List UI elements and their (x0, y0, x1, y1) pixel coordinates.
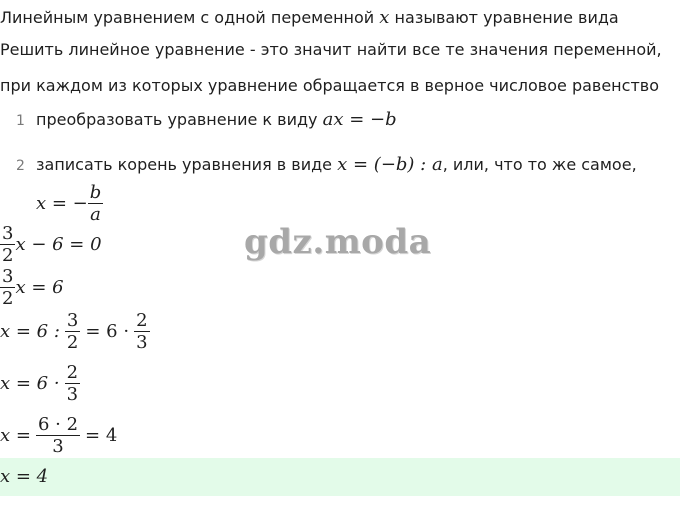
solution-line-3-mid: = 6 · (85, 321, 130, 342)
definition-line (0, 8, 619, 28)
solve-definition-line-1: Решить линейное уравнение - это значит найти все те значения переменной, (0, 40, 662, 59)
fraction-numerator: 3 (2, 223, 14, 244)
fraction-denominator: 3 (66, 384, 79, 405)
fraction-3-over-2 (0, 223, 15, 266)
solution-line-3-left: x = 6 : (0, 321, 60, 342)
fraction-numerator: 2 (66, 362, 79, 383)
fraction-numerator: 3 (66, 310, 79, 331)
step-2-formula: x = (−b) : a (337, 154, 443, 175)
solve-definition-line-2: при каждом из которых уравнение обращается в верное числовое равенство (0, 76, 659, 95)
solution-line-1 (0, 223, 102, 266)
step-1 (36, 110, 397, 130)
fraction-3-over-2 (65, 310, 80, 353)
solution-line-5 (0, 414, 117, 457)
definition-variable: x (379, 7, 390, 28)
solution-line-4-left: x = 6 · (0, 373, 60, 394)
step-2-tail: , или, что то же самое, (442, 155, 637, 174)
solution-line-2 (0, 266, 64, 309)
step-1-text: преобразовать уравнение к виду (36, 110, 318, 129)
fraction-3-over-2 (0, 266, 15, 309)
fraction-denominator: 2 (66, 332, 79, 353)
step-2-text: записать корень уравнения в виде (36, 155, 333, 174)
solution-line-5-right: = 4 (85, 425, 118, 446)
fraction-numerator: 2 (136, 310, 148, 331)
fraction-denominator: 3 (136, 332, 148, 353)
fraction-b-over-a (88, 182, 104, 225)
fraction-denominator: 3 (52, 436, 64, 457)
step-2 (36, 155, 637, 175)
answer-line (0, 466, 48, 487)
definition-prefix: Линейным уравнением с одной переменной (0, 8, 375, 27)
fraction-numerator: 3 (2, 266, 14, 287)
fraction-denominator: a (90, 204, 101, 225)
fraction-2-over-3 (65, 362, 80, 405)
solution-line-4 (0, 362, 80, 405)
fraction-denominator: 2 (2, 245, 14, 266)
step-number-2: 2 (16, 158, 25, 174)
solution-line-5-left: x = (0, 425, 31, 446)
watermark-logo: gdz.moda (244, 222, 432, 262)
answer-highlight (0, 458, 680, 496)
solution-line-2-rest: x = 6 (15, 277, 64, 298)
solution-line-1-rest: x − 6 = 0 (15, 234, 102, 255)
step-1-formula: ax = −b (322, 109, 397, 130)
fraction-2-over-3 (134, 310, 149, 353)
definition-suffix: называют уравнение вида (394, 8, 619, 27)
step-2-formula-fraction (36, 182, 103, 225)
fraction-denominator: 2 (2, 288, 14, 309)
answer-text: x = 4 (0, 466, 49, 487)
step-number-1: 1 (16, 113, 25, 129)
fraction-numerator: b (89, 182, 102, 203)
solution-line-3 (0, 310, 150, 353)
fraction-numerator: 6 · 2 (37, 414, 79, 435)
step-2-formula2-left: x = − (36, 193, 88, 214)
fraction-6x2-over-3 (36, 414, 80, 457)
